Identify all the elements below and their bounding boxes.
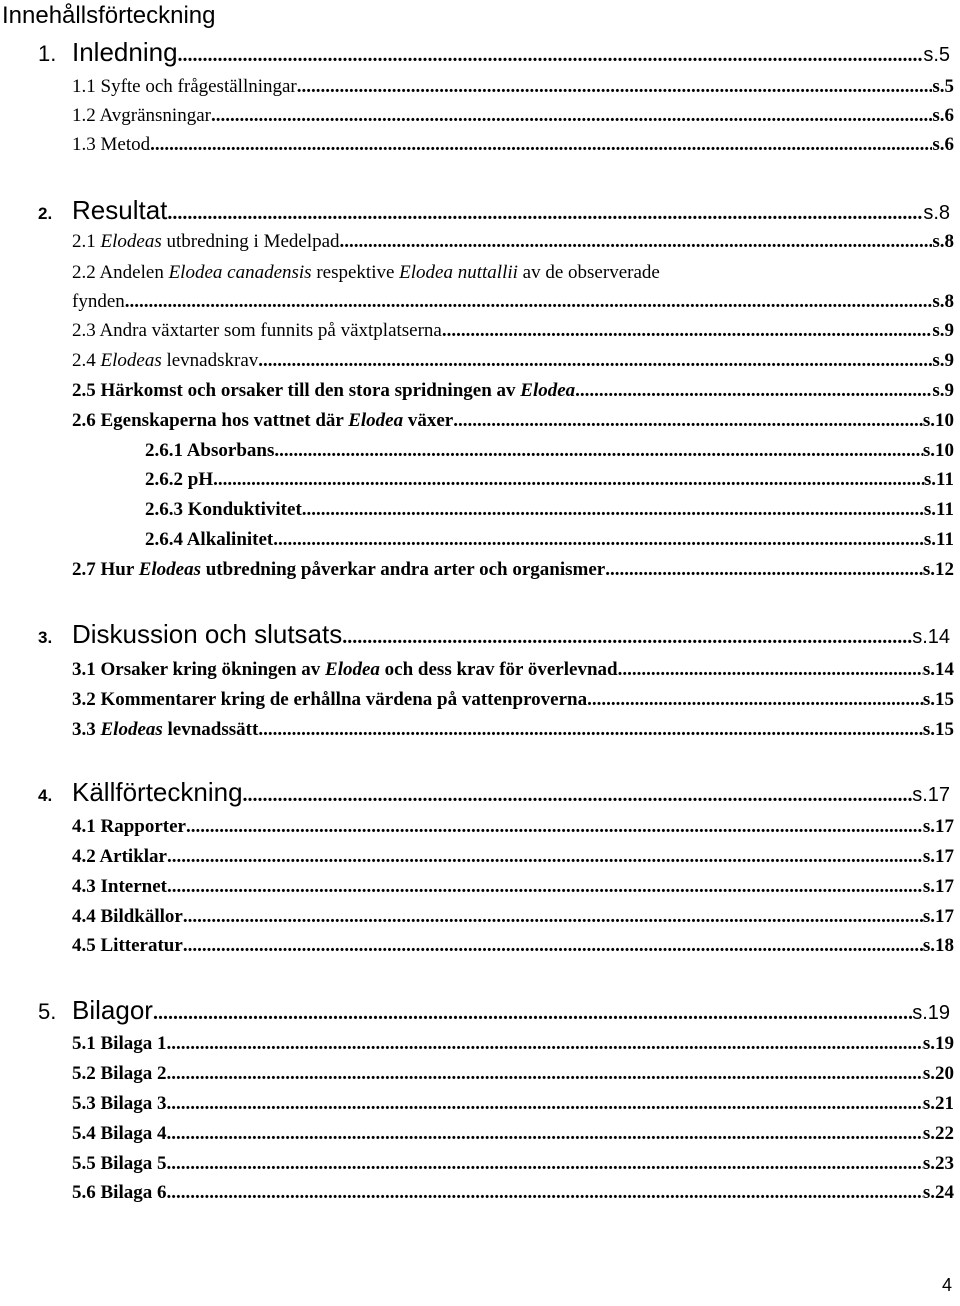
- entry-label: 2.1 Elodeas utbredning i Medelpad: [72, 231, 340, 252]
- toc-entry-4-5[interactable]: [72, 935, 954, 961]
- toc-entry-5-1[interactable]: [72, 1033, 954, 1059]
- toc-entry-3-3[interactable]: [72, 719, 954, 745]
- toc-entry-1-2[interactable]: [72, 105, 954, 131]
- toc-entry-3-1[interactable]: [72, 659, 954, 685]
- entry-label: 2.7 Hur Elodeas utbredning påverkar andra arter och organismer: [72, 559, 606, 580]
- page-ref: s.9: [932, 350, 954, 371]
- page-ref: s.11: [923, 529, 954, 550]
- entry-label: 2.6.1 Absorbans: [145, 440, 275, 461]
- page-ref: s.17: [922, 906, 954, 927]
- entry-label: 5.6 Bilaga 6: [72, 1182, 167, 1203]
- entry-label: 5.4 Bilaga 4: [72, 1123, 167, 1144]
- leader-dots: [340, 231, 933, 253]
- entry-label: 3.1 Orsaker kring ökningen av Elodea och dess krav för överlevnad: [72, 659, 618, 680]
- chapter-number: 5.: [38, 999, 57, 1024]
- leader-dots: [166, 1123, 922, 1145]
- leader-dots: [183, 906, 923, 928]
- leader-dots: [166, 1063, 922, 1085]
- leader-dots: [605, 559, 923, 581]
- entry-label: fynden: [72, 291, 125, 312]
- leader-dots: [167, 876, 923, 898]
- page-ref: s.14: [922, 659, 954, 680]
- page-ref: s.9: [932, 380, 954, 401]
- entry-label: 1.1 Syfte och frågeställningar: [72, 76, 297, 97]
- toc-entry-2-3[interactable]: [72, 320, 954, 346]
- chapter-number: 2.: [38, 204, 53, 223]
- leader-dots: [258, 350, 932, 372]
- page-ref: s.12: [922, 559, 954, 580]
- toc-entry-2-6-1[interactable]: [145, 440, 954, 466]
- page-ref: s.19: [912, 1002, 950, 1024]
- page-ref: s.15: [922, 719, 954, 740]
- chapter-number: 4.: [38, 786, 53, 805]
- leader-dots: [166, 1182, 922, 1204]
- leader-dots: [213, 469, 924, 491]
- page-ref: s.8: [923, 202, 950, 224]
- page-ref: s.10: [922, 440, 954, 461]
- toc-entry-3-2[interactable]: [72, 689, 954, 715]
- leader-dots: [178, 44, 924, 67]
- leader-dots: [211, 105, 932, 127]
- page-ref: s.9: [932, 320, 954, 341]
- toc-entry-2-6-3[interactable]: [145, 499, 954, 525]
- entry-label: 2.6 Egenskaperna hos vattnet där Elodea växer: [72, 410, 454, 431]
- entry-label: 2.5 Härkomst och orsaker till den stora spridningen av Elodea: [72, 380, 576, 401]
- toc-entry-2-7[interactable]: [72, 559, 954, 585]
- entry-label: 2.3 Andra växtarter som funnits på växtplatserna: [72, 320, 442, 341]
- chapter-label: Resultat: [72, 195, 168, 225]
- entry-label: 4.4 Bildkällor: [72, 906, 183, 927]
- leader-dots: [575, 380, 932, 402]
- page-number: 4: [941, 1275, 952, 1295]
- chapter-label: Källförteckning: [72, 777, 243, 807]
- page-ref: s.5: [923, 44, 950, 66]
- page-ref: s.6: [932, 134, 954, 155]
- toc-entry-4-4[interactable]: [72, 906, 954, 932]
- leader-dots: [183, 935, 923, 957]
- toc-entry-1-1[interactable]: [72, 76, 954, 102]
- entry-label: 1.3 Metod: [72, 134, 151, 155]
- entry-label: 5.1 Bilaga 1: [72, 1033, 167, 1054]
- page-ref: s.18: [922, 935, 954, 956]
- page-ref: s.17: [922, 846, 954, 867]
- leader-dots: [125, 291, 933, 313]
- leader-dots: [167, 846, 923, 868]
- page-ref: s.19: [922, 1033, 954, 1054]
- page-ref: s.5: [932, 76, 954, 97]
- entry-label: 3.2 Kommentarer kring de erhållna värdena på vattenproverna: [72, 689, 588, 710]
- entry-label: 4.3 Internet: [72, 876, 167, 897]
- leader-dots: [150, 134, 932, 156]
- toc-entry-2-2[interactable]: [72, 291, 954, 317]
- entry-label: 2.4 Elodeas levnadskrav: [72, 350, 259, 371]
- leader-dots: [297, 76, 933, 98]
- toc-entry-5-5[interactable]: [72, 1153, 954, 1179]
- page-ref: s.21: [922, 1093, 954, 1114]
- toc-chapter-3[interactable]: [38, 619, 950, 651]
- leader-dots: [274, 440, 922, 462]
- entry-label: 5.2 Bilaga 2: [72, 1063, 167, 1084]
- page-ref: s.24: [922, 1182, 954, 1203]
- entry-label: 5.3 Bilaga 3: [72, 1093, 167, 1114]
- toc-entry-4-2[interactable]: [72, 846, 954, 872]
- toc-entry-2-5[interactable]: [72, 380, 954, 406]
- toc-entry-2-1[interactable]: [72, 231, 954, 257]
- entry-label: 2.6.4 Alkalinitet: [145, 529, 274, 550]
- leader-dots: [166, 1033, 922, 1055]
- chapter-label: Bilagor: [72, 995, 153, 1025]
- page-ref: s.20: [922, 1063, 954, 1084]
- page-ref: s.17: [922, 876, 954, 897]
- page-ref: s.8: [932, 231, 954, 252]
- leader-dots: [153, 1002, 912, 1025]
- entry-label: 4.1 Rapporter: [72, 816, 186, 837]
- page-ref: s.22: [922, 1123, 954, 1144]
- entry-label: 2.6.2 pH: [145, 469, 214, 490]
- toc-entry-5-6[interactable]: [72, 1182, 954, 1208]
- leader-dots: [258, 719, 923, 741]
- page-ref: s.10: [922, 410, 954, 431]
- leader-dots: [273, 529, 924, 551]
- leader-dots: [342, 626, 912, 649]
- toc-entry-2-6[interactable]: [72, 410, 954, 436]
- page-ref: s.11: [923, 499, 954, 520]
- toc-chapter-5[interactable]: [38, 995, 950, 1027]
- page-ref: s.17: [922, 816, 954, 837]
- leader-dots: [243, 784, 913, 807]
- chapter-number: 1.: [38, 41, 57, 66]
- toc-entry-2-6-4[interactable]: [145, 529, 954, 555]
- page-ref: s.8: [932, 291, 954, 312]
- chapter-label: Inledning: [72, 37, 178, 67]
- leader-dots: [442, 320, 932, 342]
- leader-dots: [618, 659, 923, 681]
- leader-dots: [186, 816, 923, 838]
- leader-dots: [166, 1093, 922, 1115]
- leader-dots: [167, 202, 923, 225]
- leader-dots: [587, 689, 923, 711]
- entry-label: 4.2 Artiklar: [72, 846, 167, 867]
- entry-label: 1.2 Avgränsningar: [72, 105, 211, 126]
- toc-entry-2-4[interactable]: [72, 350, 954, 376]
- toc-entry-4-1[interactable]: [72, 816, 954, 842]
- toc-entry-4-3[interactable]: [72, 876, 954, 902]
- toc-chapter-1[interactable]: [38, 37, 950, 69]
- toc-entry-2-6-2[interactable]: [145, 469, 954, 495]
- toc-entry-5-2[interactable]: [72, 1063, 954, 1089]
- toc-entry-5-4[interactable]: [72, 1123, 954, 1149]
- page-ref: s.6: [932, 105, 954, 126]
- toc-entry-2-2-line1[interactable]: 2.2 Andelen Elodea canadensis respektive Elodea nuttallii av de observerade: [72, 262, 660, 283]
- chapter-label: Diskussion och slutsats: [72, 619, 343, 649]
- toc-entry-1-3[interactable]: [72, 134, 954, 160]
- entry-label: 3.3 Elodeas levnadssätt: [72, 719, 259, 740]
- page-ref: s.14: [912, 626, 950, 648]
- page-ref: s.11: [923, 469, 954, 490]
- leader-dots: [166, 1153, 922, 1175]
- page-ref: s.15: [922, 689, 954, 710]
- page-title: Innehållsförteckning: [2, 2, 216, 29]
- toc-chapter-4[interactable]: [38, 777, 950, 809]
- page-ref: s.23: [922, 1153, 954, 1174]
- chapter-number: 3.: [38, 628, 53, 647]
- toc-entry-5-3[interactable]: [72, 1093, 954, 1119]
- toc-chapter-2[interactable]: [38, 195, 950, 227]
- entry-label: 5.5 Bilaga 5: [72, 1153, 167, 1174]
- page-ref: s.17: [912, 784, 950, 806]
- leader-dots: [302, 499, 924, 521]
- leader-dots: [453, 410, 923, 432]
- entry-label: 2.6.3 Konduktivitet: [145, 499, 302, 520]
- entry-label: 4.5 Litteratur: [72, 935, 183, 956]
